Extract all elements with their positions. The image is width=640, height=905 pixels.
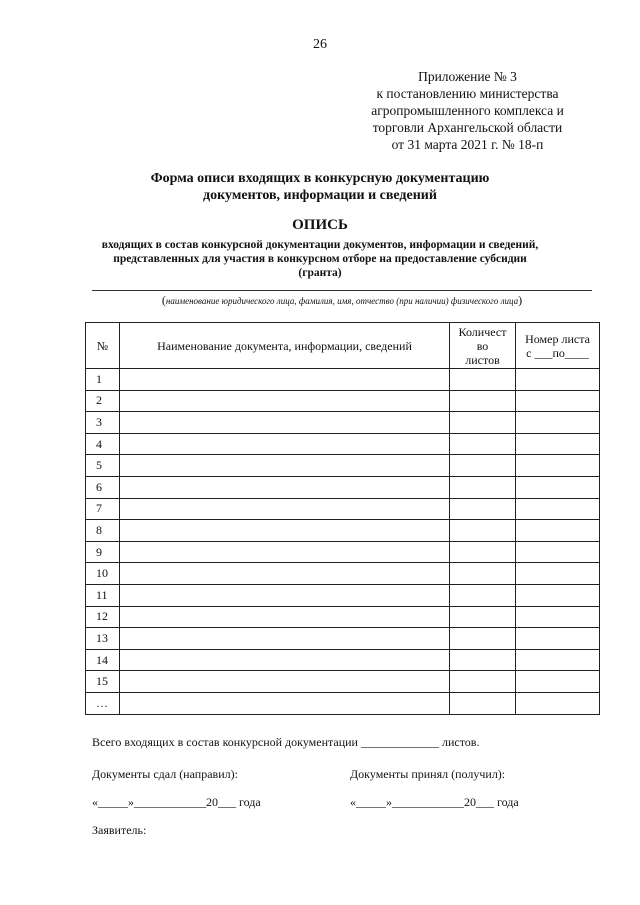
sheet-number-cell[interactable]: [516, 541, 600, 563]
subtitle-line-3: (гранта): [298, 267, 342, 279]
annex-line-2: к постановлению министерства: [376, 86, 559, 101]
header-number: №: [86, 323, 120, 369]
row-number-cell: …: [86, 692, 120, 714]
document-name-cell[interactable]: [120, 541, 450, 563]
document-name-cell[interactable]: [120, 369, 450, 391]
sheet-count-cell[interactable]: [450, 390, 516, 412]
table-row: [86, 584, 600, 606]
annex-block: [330, 68, 605, 153]
sheet-number-cell[interactable]: [516, 455, 600, 477]
caption-open-paren: (: [161, 293, 166, 307]
submitted-by-label: Документы сдал (направил):: [92, 767, 238, 781]
header-sheet-count-line-2: во: [476, 338, 489, 353]
total-documents-line: Всего входящих в состав конкурсной документации _____________ листов.: [92, 735, 480, 749]
sheet-count-cell[interactable]: [450, 498, 516, 520]
sheet-number-cell[interactable]: [516, 369, 600, 391]
document-name-cell[interactable]: [120, 628, 450, 650]
sheet-number-cell[interactable]: [516, 628, 600, 650]
table-row: [86, 671, 600, 693]
table-row: [86, 412, 600, 434]
row-number-cell: 11: [86, 584, 120, 606]
sheet-count-cell[interactable]: [450, 606, 516, 628]
annex-line-3: агропромышленного комплекса и: [371, 103, 564, 118]
sheet-number-cell[interactable]: [516, 412, 600, 434]
opis-subtitle: [80, 238, 560, 280]
form-title-line-1: Форма описи входящих в конкурсную документацию: [150, 171, 490, 186]
sheet-count-cell[interactable]: [450, 649, 516, 671]
table-row: [86, 692, 600, 714]
page-number: 26: [313, 37, 327, 52]
form-title-line-2: документов, информации и сведений: [203, 188, 437, 203]
document-name-cell[interactable]: [120, 520, 450, 542]
sheet-count-cell[interactable]: [450, 692, 516, 714]
documents-table: [85, 322, 600, 715]
sheet-count-cell[interactable]: [450, 476, 516, 498]
document-name-cell[interactable]: [120, 412, 450, 434]
document-name-cell[interactable]: [120, 584, 450, 606]
sheet-number-cell[interactable]: [516, 671, 600, 693]
sheet-number-cell[interactable]: [516, 563, 600, 585]
sheet-count-cell[interactable]: [450, 563, 516, 585]
header-sheet-number-line-1: Номер листа: [525, 331, 590, 346]
table-row: [86, 455, 600, 477]
row-number-cell: 7: [86, 498, 120, 520]
row-number-cell: 6: [86, 476, 120, 498]
sheet-count-cell[interactable]: [450, 628, 516, 650]
row-number-cell: 8: [86, 520, 120, 542]
sheet-count-cell[interactable]: [450, 584, 516, 606]
row-number-cell: 14: [86, 649, 120, 671]
caption-text: наименование юридического лица, фамилия, имя, отчество (при наличии) физического лица: [165, 296, 519, 306]
sheet-number-cell[interactable]: [516, 476, 600, 498]
table-row: [86, 649, 600, 671]
received-date-line: «_____»____________20___ года: [350, 795, 519, 809]
header-sheet-count: [450, 323, 516, 369]
row-number-cell: 5: [86, 455, 120, 477]
annex-line-4: торговли Архангельской области: [372, 120, 563, 135]
sheet-number-cell[interactable]: [516, 606, 600, 628]
row-number-cell: 12: [86, 606, 120, 628]
sheet-number-cell[interactable]: [516, 584, 600, 606]
row-number-cell: 3: [86, 412, 120, 434]
table-row: [86, 628, 600, 650]
table-row: [86, 498, 600, 520]
caption-close-paren: ): [518, 293, 523, 307]
annex-line-5: от 31 марта 2021 г. № 18-п: [391, 137, 544, 152]
document-name-cell[interactable]: [120, 455, 450, 477]
received-by-label: Документы принял (получил):: [350, 767, 506, 781]
sheet-count-cell[interactable]: [450, 369, 516, 391]
table-row: [86, 541, 600, 563]
table-row: [86, 606, 600, 628]
applicant-label: Заявитель:: [92, 823, 147, 837]
subtitle-line-1: входящих в состав конкурсной документации документов, информации и сведений,: [101, 239, 539, 251]
table-row: [86, 369, 600, 391]
table-row: [86, 390, 600, 412]
sheet-number-cell[interactable]: [516, 520, 600, 542]
row-number-cell: 10: [86, 563, 120, 585]
header-document-name: Наименование документа, информации, сведений: [120, 323, 450, 369]
header-sheet-count-line-1: Количест: [458, 324, 507, 339]
document-name-cell[interactable]: [120, 671, 450, 693]
document-name-cell[interactable]: [120, 563, 450, 585]
document-name-cell[interactable]: [120, 433, 450, 455]
table-row: [86, 520, 600, 542]
applicant-name-line: [92, 290, 592, 291]
subtitle-line-2: представленных для участия в конкурсном отборе на предоставление субсидии: [113, 253, 527, 265]
document-name-cell[interactable]: [120, 476, 450, 498]
table-row: [86, 433, 600, 455]
sheet-count-cell[interactable]: [450, 455, 516, 477]
header-sheet-number-line-2: с ___по____: [526, 345, 589, 360]
sheet-number-cell[interactable]: [516, 433, 600, 455]
header-sheet-count-line-3: листов: [465, 352, 500, 367]
table-body: [86, 369, 600, 715]
table-row: [86, 563, 600, 585]
header-sheet-number: [516, 323, 600, 369]
document-name-cell[interactable]: [120, 498, 450, 520]
submitted-date-line: «_____»____________20___ года: [92, 795, 261, 809]
table-row: [86, 476, 600, 498]
document-name-cell[interactable]: [120, 390, 450, 412]
opis-heading: ОПИСЬ: [292, 217, 348, 233]
document-name-cell[interactable]: [120, 692, 450, 714]
sheet-number-cell[interactable]: [516, 692, 600, 714]
sheet-count-cell[interactable]: [450, 520, 516, 542]
sheet-number-cell[interactable]: [516, 390, 600, 412]
row-number-cell: 13: [86, 628, 120, 650]
row-number-cell: 9: [86, 541, 120, 563]
table-header-row: [86, 323, 600, 369]
row-number-cell: 1: [86, 369, 120, 391]
sheet-number-cell[interactable]: [516, 498, 600, 520]
applicant-name-caption: [92, 293, 592, 308]
row-number-cell: 15: [86, 671, 120, 693]
annex-line-1: Приложение № 3: [418, 69, 517, 84]
row-number-cell: 2: [86, 390, 120, 412]
document-name-cell[interactable]: [120, 606, 450, 628]
row-number-cell: 4: [86, 433, 120, 455]
sheet-count-cell[interactable]: [450, 433, 516, 455]
document-name-cell[interactable]: [120, 649, 450, 671]
sheet-count-cell[interactable]: [450, 412, 516, 434]
sheet-number-cell[interactable]: [516, 649, 600, 671]
sheet-count-cell[interactable]: [450, 541, 516, 563]
sheet-count-cell[interactable]: [450, 671, 516, 693]
form-title: [120, 170, 520, 204]
